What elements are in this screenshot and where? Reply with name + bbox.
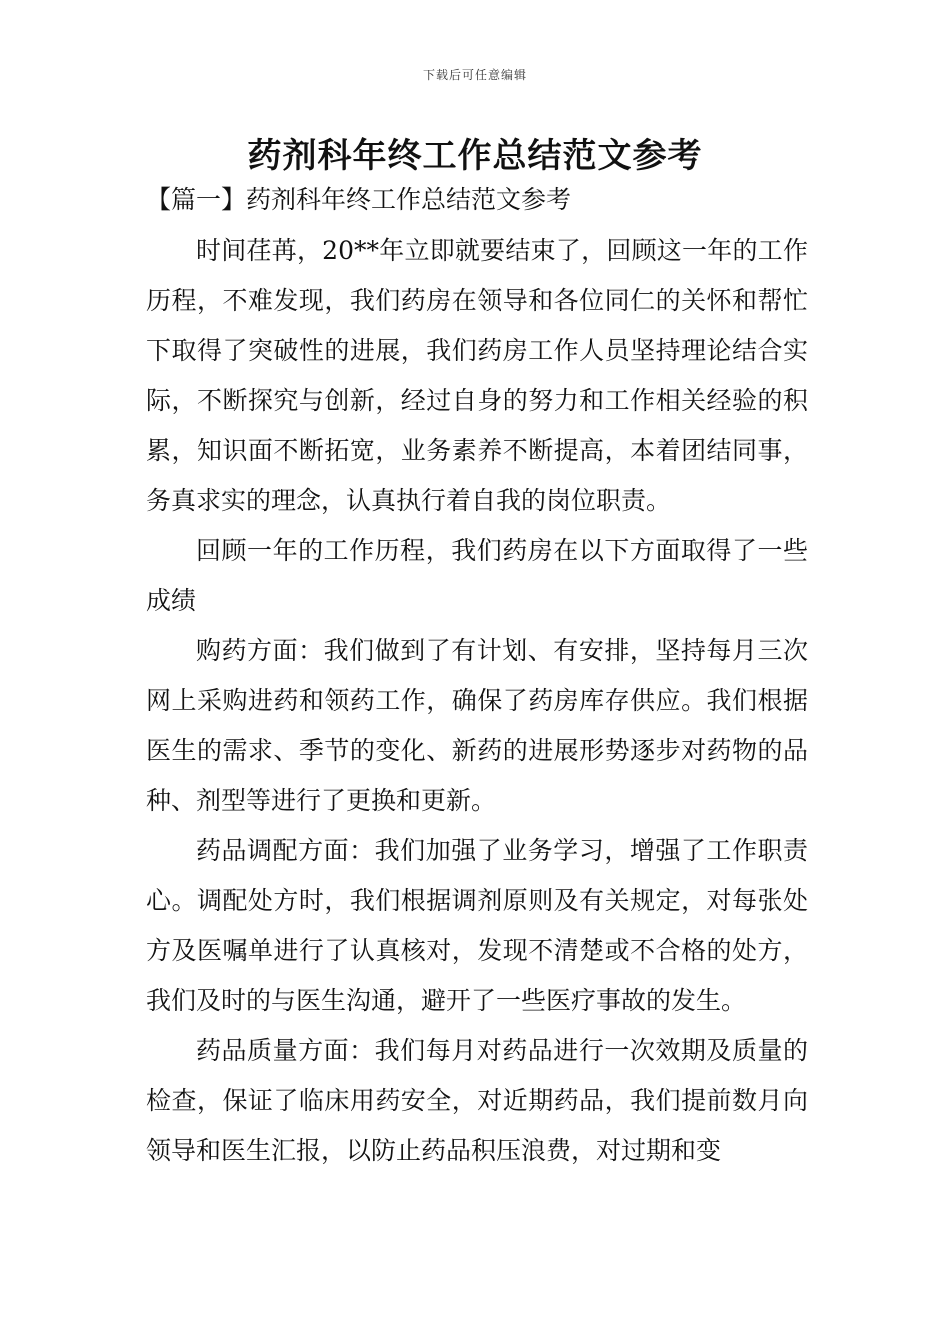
paragraph: 回顾一年的工作历程，我们药房在以下方面取得了一些成绩 — [146, 536, 808, 615]
body-text — [146, 226, 808, 1176]
paragraph: 药品质量方面：我们每月对药品进行一次效期及质量的检查，保证了临床用药安全，对近期药品，我们提前数月向领导和医生汇报，以防止药品积压浪费，对过期和变 — [146, 1036, 808, 1165]
paragraph: 药品调配方面：我们加强了业务学习，增强了工作职责心。调配处方时，我们根据调剂原则及有关规定，对每张处方及医嘱单进行了认真核对，发现不清楚或不合格的处方，我们及时的与医生沟通，避开了一些医疗事故的发生。 — [146, 836, 808, 1015]
document-title: 药剂科年终工作总结范文参考 — [247, 136, 703, 176]
paragraph: 购药方面：我们做到了有计划、有安排，坚持每月三次网上采购进药和领药工作，确保了药房库存供应。我们根据医生的需求、季节的变化、新药的进展形势逐步对药物的品种、剂型等进行了更换和更新。 — [146, 636, 808, 815]
section-heading: 【篇一】药剂科年终工作总结范文参考 — [146, 185, 572, 214]
header-note: 下载后可任意编辑 — [422, 68, 527, 82]
paragraph: 时间荏苒，20**年立即就要结束了，回顾这一年的工作历程，不难发现，我们药房在领导和各位同仁的关怀和帮忙下取得了突破性的进展，我们药房工作人员坚持理论结合实际，不断探究与创新，经过自身的努力和工作相关经验的积累，知识面不断拓宽，业务素养不断提高，本着团结同事，务真求实的理念，认真执行着自我的岗位职责。 — [146, 236, 808, 515]
